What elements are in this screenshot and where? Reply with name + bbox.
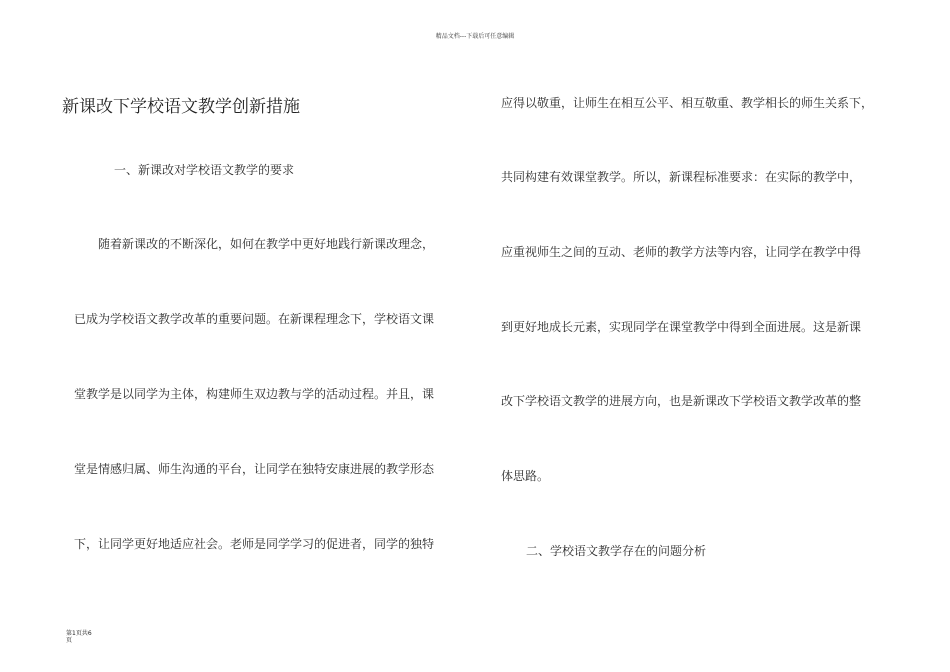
document-title: 新课改下学校语文教学创新措施: [62, 97, 300, 117]
section-heading-1: 一、新课改对学校语文教学的要求: [114, 163, 295, 177]
right-line-3: 应重视师生之间的互动、老师的教学方法等内容，让同学在教学中得: [501, 245, 862, 259]
page-number: [66, 630, 92, 644]
left-line-2: 已成为学校语文教学改革的重要问题。在新课程理念下，学校语文课: [74, 312, 435, 326]
right-line-6: 体思路。: [501, 469, 550, 483]
right-line-5: 改下学校语文教学的进展方向，也是新课改下学校语文教学改革的整: [501, 394, 862, 408]
left-line-3: 堂教学是以同学为主体，构建师生双边教与学的活动过程。并且，课: [74, 387, 435, 401]
page-header-note: 精品文档---下载后可任意编辑: [435, 33, 515, 40]
left-line-4: 堂是情感归属、师生沟通的平台，让同学在独特安康进展的教学形态: [74, 462, 435, 476]
right-line-2: 共同构建有效课堂教学。所以，新课程标准要求：在实际的教学中，: [501, 170, 862, 184]
left-line-1: 随着新课改的不断深化，如何在教学中更好地践行新课改理念，: [98, 237, 435, 251]
page-number-line-2: 页: [66, 637, 73, 644]
right-line-4: 到更好地成长元素，实现同学在课堂教学中得到全面进展。这是新课: [501, 320, 862, 334]
section-heading-2: 二、学校语文教学存在的问题分析: [526, 544, 707, 558]
page-number-line-1: 第1页共6: [66, 630, 92, 637]
left-line-5: 下，让同学更好地适应社会。老师是同学学习的促进者，同学的独特: [74, 537, 435, 551]
right-line-1: 应得以敬重，让师生在相互公平、相互敬重、教学相长的师生关系下，: [501, 96, 874, 110]
